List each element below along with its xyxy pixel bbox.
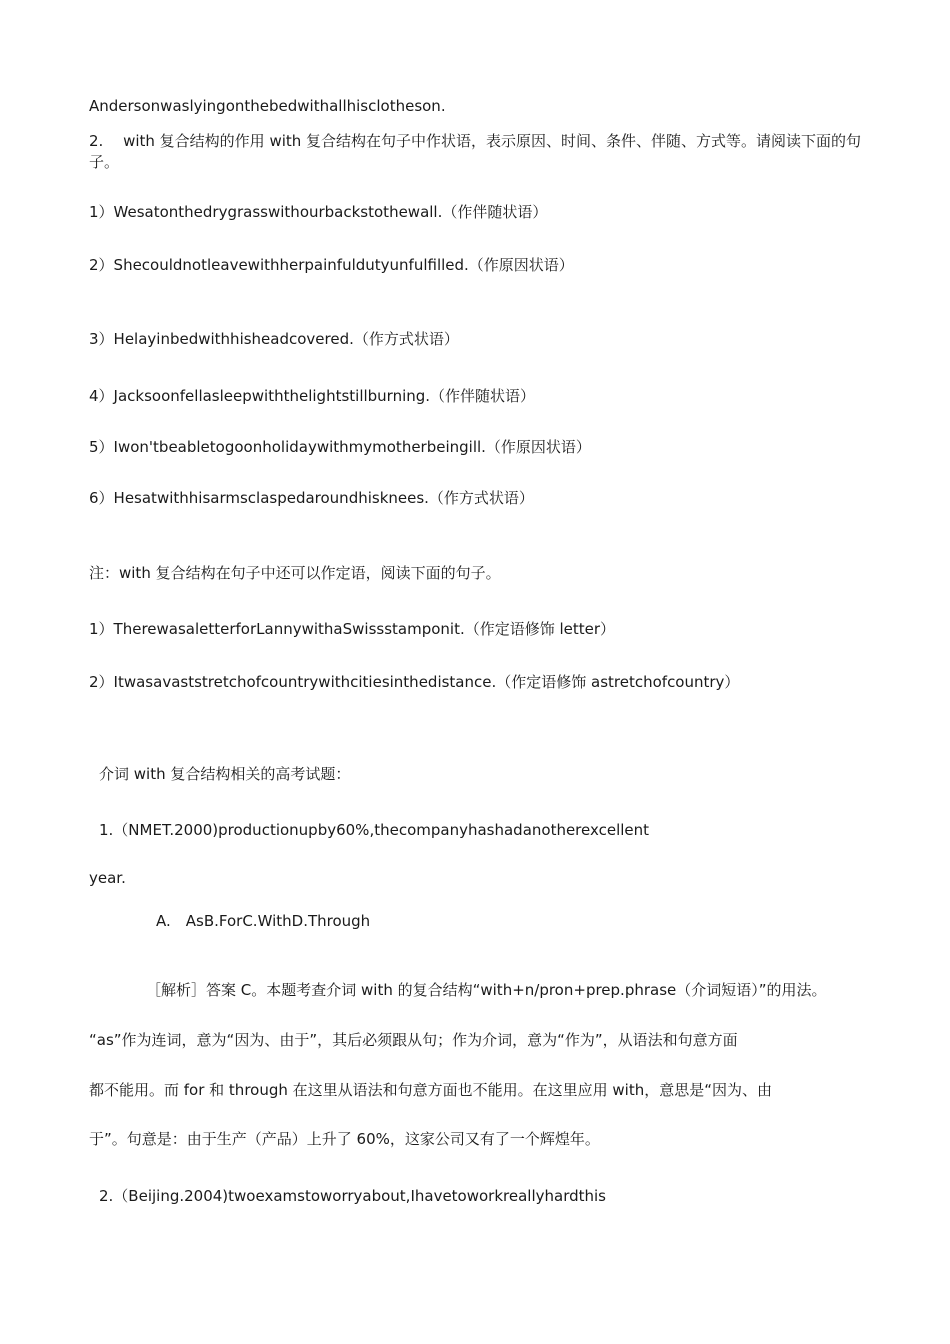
question2-stem: 2.（Beijing.2004)twoexamstoworryabout,Ihavetoworkreallyhardthis (99, 1187, 606, 1205)
adverbial-example-6: 6）Hesatwithhisarmsclaspedaroundhisknees.（作方式状语） (89, 489, 534, 507)
question1-stem: 1.（NMET.2000)productionupby60%,thecompanyhashadanotherexcellent (99, 821, 650, 839)
attributive-example-1: 1）TherewasaletterforLannywithaSwissstamponit.（作定语修饰 letter） (89, 620, 616, 638)
note-line: 注：with 复合结构在句子中还可以作定语，阅读下面的句子。 (89, 564, 501, 582)
exam-heading: 介词 with 复合结构相关的高考试题： (99, 765, 351, 783)
attributive-example-2: 2）Itwasavaststretchofcountrywithcitiesinthedistance.（作定语修饰 astretchofcountry） (89, 673, 740, 691)
intro-line: Andersonwaslyingonthebedwithallhisclotheson. (89, 97, 446, 115)
question1-options: A. AsB.ForC.WithD.Through (156, 912, 371, 930)
adverbial-example-2: 2）Shecouldnotleavewithherpainfuldutyunfulfilled.（作原因状语） (89, 256, 574, 274)
analysis-line-4: 于”。句意是：由于生产（产品）上升了 60%，这家公司又有了一个辉煌年。 (89, 1130, 600, 1148)
adverbial-example-5: 5）Iwon'tbeabletogoonholidaywithmymotherbeingill.（作原因状语） (89, 438, 591, 456)
adverbial-example-4: 4）Jacksoonfellasleepwiththelightstillburning.（作伴随状语） (89, 387, 536, 405)
analysis-line-3: 都不能用。而 for 和 through 在这里从语法和句意方面也不能用。在这里应用 with，意思是“因为、由 (89, 1081, 773, 1099)
analysis-line-2: “as”作为连词，意为“因为、由于”，其后必须跟从句；作为介词，意为“作为”，从语法和句意方面 (89, 1031, 738, 1049)
question1-stem-cont: year. (89, 869, 126, 887)
adverbial-example-1: 1）Wesatonthedrygrasswithourbackstothewall.（作伴随状语） (89, 203, 548, 221)
analysis-line-1: ［解析］答案 C。本题考查介词 with 的复合结构“with+n/pron+prep.phrase（介词短语）”的用法。 (146, 981, 827, 999)
adverbial-example-3: 3）Helayinbedwithhisheadcovered.（作方式状语） (89, 330, 459, 348)
section2-heading: 2. with 复合结构的作用 with 复合结构在句子中作状语，表示原因、时间、条件、伴随、方式等。请阅读下面的句子。 (89, 132, 862, 171)
